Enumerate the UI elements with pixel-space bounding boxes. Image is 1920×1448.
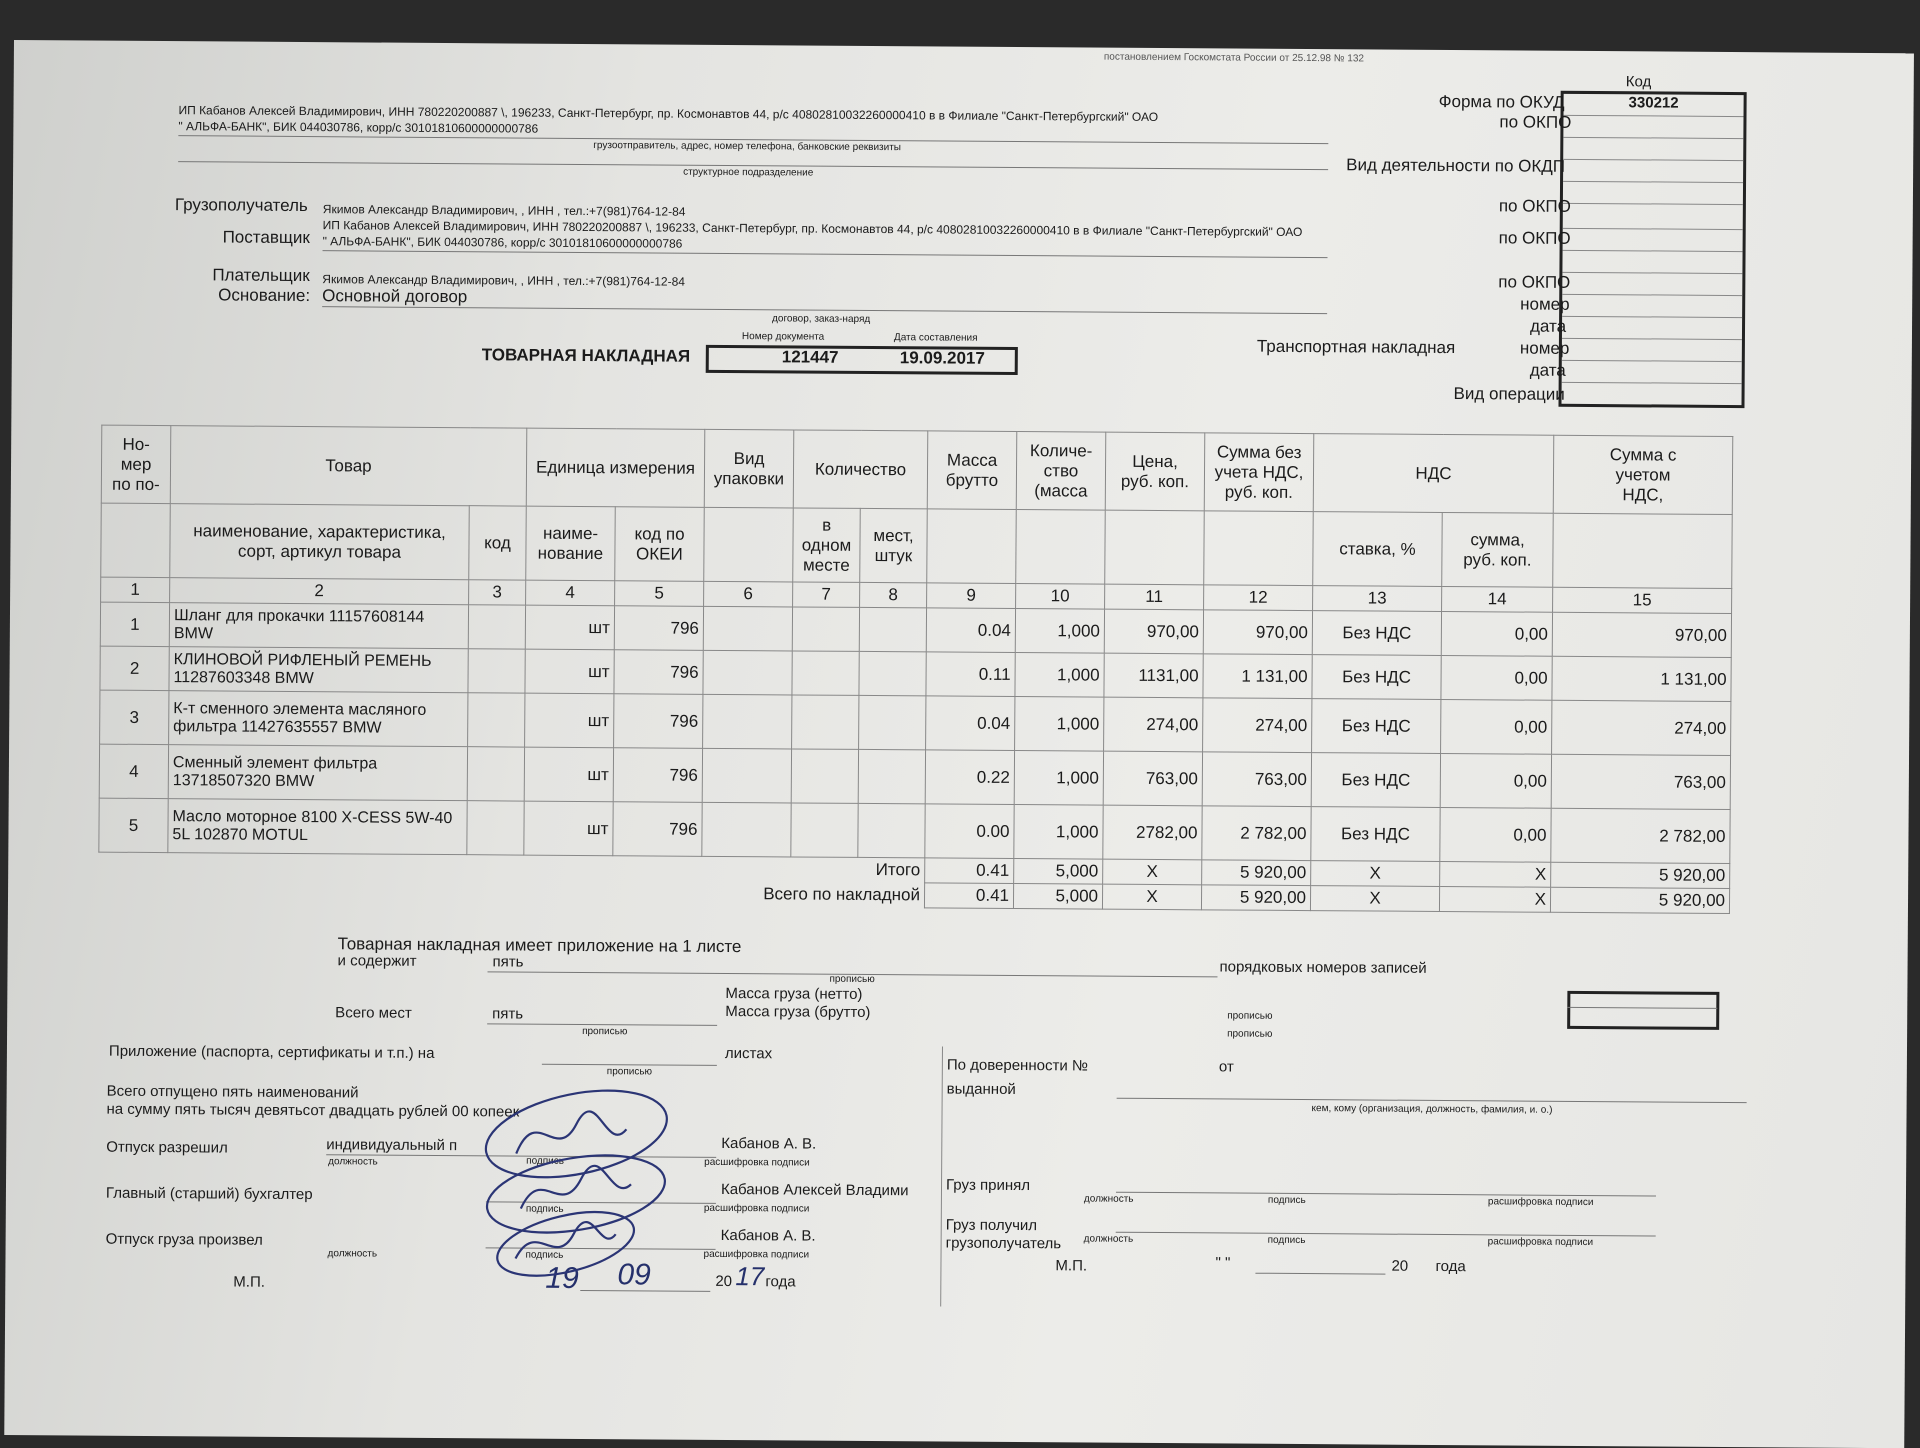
transport-date-label: дата — [1529, 316, 1567, 336]
cell-total: 274,00 — [1552, 700, 1731, 755]
decode-caption-1: расшифровка подписи — [704, 1156, 810, 1169]
stamp-place-1: М.П. — [233, 1273, 266, 1291]
cell-empty — [467, 801, 524, 855]
allowed-name: Кабанов А. В. — [721, 1134, 817, 1153]
shipper-line-2: " АЛЬФА-БАНК", БИК 044030786, корр/с 30101810600000000786 — [178, 119, 539, 136]
cell-empty — [703, 694, 792, 749]
cell-name: Шланг для прокачки 11157608144 BMW — [169, 603, 468, 649]
col-unit-header: Единица измерения — [526, 428, 705, 507]
itogo-price: X — [1103, 859, 1202, 885]
cell-sum: 1 131,00 — [1203, 654, 1312, 699]
okpo-label-1: по ОКПО — [1499, 112, 1572, 132]
column-number: 13 — [1313, 586, 1442, 612]
sign-caption-3: подпись — [525, 1249, 564, 1261]
col-okei-header: код по ОКЕИ — [615, 507, 705, 582]
cell-empty — [859, 695, 926, 749]
cell-empty — [791, 803, 858, 857]
itogo-vat: X — [1440, 861, 1551, 887]
code-header: Код — [1625, 73, 1652, 91]
vsego-mass: 0.41 — [924, 883, 1013, 909]
cell-rate: Без НДС — [1312, 699, 1441, 754]
codes-box — [1558, 91, 1746, 408]
pos-caption-1: должность — [328, 1156, 378, 1168]
propis-caption-5: прописью — [606, 1066, 653, 1078]
cell-total: 2 782,00 — [1551, 808, 1730, 863]
cell-mass: 0.04 — [926, 608, 1015, 653]
cell-vat: 0,00 — [1440, 753, 1551, 808]
cell-mass: 0.00 — [925, 804, 1014, 859]
cell-price: 763,00 — [1103, 751, 1202, 806]
doc-number: 121447 — [781, 347, 839, 367]
col-qty2-header: Количе- ство (масса — [1016, 432, 1106, 511]
cell-empty — [703, 606, 792, 651]
propis-caption-2: прописью — [1227, 1010, 1273, 1022]
okud-label: Форма по ОКУД — [1438, 91, 1565, 112]
accepted-label: Груз принял — [945, 1176, 1031, 1195]
shipper-caption: грузоотправитель, адрес, номер телефона, банковские реквизиты — [593, 140, 902, 154]
basis-value: Основной договор — [322, 286, 468, 307]
sign-caption-2: подпись — [525, 1203, 564, 1215]
cell-price: 1131,00 — [1104, 653, 1203, 698]
cell-empty — [702, 748, 791, 803]
vsego-price: X — [1102, 884, 1201, 910]
cell-vat: 0,00 — [1441, 655, 1552, 700]
accountant-name: Кабанов Алексей Владими — [720, 1180, 909, 1200]
col-qty-header: Количество — [793, 430, 928, 509]
doc-date: 19.09.2017 — [899, 348, 985, 368]
date-year-prefix: 20 — [715, 1272, 733, 1291]
receive-year-label: года — [1435, 1257, 1466, 1276]
sign-caption-5: подпись — [1267, 1234, 1306, 1247]
cell-name: КЛИНОВОЙ РИФЛЕНЫЙ РЕМЕНЬ 11287603348 BMW — [169, 647, 468, 693]
supplier-label: Поставщик — [222, 227, 310, 248]
supplier-line-2: " АЛЬФА-БАНК", БИК 044030786, корр/с 30101810600000000786 — [322, 234, 683, 251]
cell-mass: 0.11 — [926, 652, 1015, 697]
cell-okei: 796 — [613, 748, 702, 803]
appendix-line-1: Товарная накладная имеет приложение на 1 листе — [337, 934, 742, 957]
vsego-vat: X — [1439, 886, 1550, 912]
cell-empty — [703, 650, 792, 695]
cell-rate: Без НДС — [1311, 753, 1440, 808]
column-number: 8 — [860, 582, 927, 607]
cell-sum: 970,00 — [1203, 610, 1312, 655]
cell-empty — [467, 747, 524, 801]
appendix-line-2: и содержит — [337, 952, 417, 970]
records-label: порядковых номеров записей — [1219, 958, 1427, 977]
cell-name: К-т сменного элемента масляного фильтра 11427635557 BMW — [169, 691, 468, 747]
col-number-header: Но- мер по по- — [101, 425, 171, 503]
stamp-place-2: М.П. — [1055, 1257, 1088, 1275]
col-goods-header: Товар — [170, 426, 527, 506]
itogo-total: 5 920,00 — [1551, 862, 1730, 888]
itogo-rate: X — [1311, 861, 1440, 887]
okpo-label-4: по ОКПО — [1498, 272, 1571, 292]
cell-empty — [702, 802, 791, 857]
received-label-2: грузополучатель — [945, 1234, 1062, 1253]
cell-price: 274,00 — [1104, 697, 1203, 752]
cell-empty — [792, 607, 859, 651]
cell-rate: Без НДС — [1312, 655, 1441, 700]
cell-name: Масло моторное 8100 X-CESS 5W-40 5L 102870 MOTUL — [168, 799, 467, 855]
allowed-label: Отпуск разрешил — [106, 1138, 228, 1157]
decode-caption-4: расшифровка подписи — [1487, 1196, 1594, 1209]
cell-price: 2782,00 — [1103, 805, 1202, 860]
date-year-label: года — [765, 1273, 796, 1291]
transport-number-label-2: номер — [1519, 338, 1570, 358]
cell-total: 1 131,00 — [1552, 656, 1731, 701]
records-count: пять — [492, 953, 524, 971]
column-number: 3 — [469, 580, 526, 605]
column-number: 7 — [793, 582, 860, 607]
decree-note: постановлением Госкомстата России от 25.12.98 № 132 — [1103, 51, 1365, 65]
column-number: 9 — [927, 583, 1016, 609]
column-number: 1 — [101, 577, 170, 602]
basis-caption: договор, заказ-наряд — [772, 313, 871, 325]
col-vat-sum-header: сумма, руб. коп. — [1442, 512, 1554, 587]
column-number: 4 — [526, 580, 615, 606]
vsego-rate: X — [1310, 886, 1439, 912]
cell-n: 2 — [100, 646, 169, 690]
cell-vat: 0,00 — [1441, 699, 1552, 754]
received-label-1: Груз получил — [945, 1216, 1038, 1235]
basis-label: Основание: — [218, 285, 311, 306]
doc-date-label: Дата составления — [893, 332, 978, 344]
cell-rate: Без НДС — [1312, 611, 1441, 656]
payer-label: Плательщик — [212, 265, 310, 286]
cell-empty — [859, 607, 926, 651]
col-price-header: Цена, руб. коп. — [1105, 432, 1205, 511]
cell-qty: 1,000 — [1015, 697, 1104, 752]
cell-empty — [468, 693, 525, 747]
cell-total: 970,00 — [1552, 612, 1731, 657]
attachment-label: Приложение (паспорта, сертификаты и т.п.) на — [108, 1042, 435, 1062]
vsego-total: 5 920,00 — [1550, 887, 1729, 913]
made-label: Отпуск груза произвел — [105, 1230, 263, 1249]
column-number: 11 — [1105, 584, 1204, 610]
decode-caption-2: расшифровка подписи — [703, 1202, 810, 1215]
cell-empty — [791, 749, 858, 803]
vsego-qty: 5,000 — [1013, 883, 1102, 909]
cell-unit: шт — [524, 747, 613, 802]
receive-date-quotes: " " — [1215, 1254, 1231, 1272]
pos-caption-4: должность — [1083, 1233, 1134, 1245]
document-title: ТОВАРНАЯ НАКЛАДНАЯ — [481, 345, 691, 366]
sheets-label: листах — [724, 1044, 773, 1063]
cell-empty — [859, 651, 926, 695]
from-label: от — [1218, 1058, 1234, 1076]
released-line-1: Всего отпущено пять наименований — [106, 1082, 359, 1102]
issued-label: выданной — [946, 1080, 1016, 1099]
pos-caption-2: должность — [327, 1248, 378, 1260]
shipper-line-1: ИП Кабанов Алексей Владимирович, ИНН 780220200887 \, 196233, Санкт-Петербург, пр. Космонавтов 44, р/с 40802810032260000410 в в Филиале "Санкт-Петербургский" ОАО — [178, 103, 1159, 124]
col-name-header: наименование, характеристика, сорт, артикул товара — [170, 504, 470, 580]
decode-caption-5: расшифровка подписи — [1487, 1236, 1594, 1249]
itogo-label: Итого — [875, 860, 921, 880]
date-day: 19 — [545, 1261, 579, 1295]
issued-caption: кем, кому (организация, должность, фамилия, и. о.) — [1311, 1103, 1553, 1116]
col-total-header: Сумма с учетом НДС, — [1553, 435, 1733, 514]
itogo-mass: 0.41 — [925, 858, 1014, 884]
payer-value: Якимов Александр Владимирович, , ИНН , тел.:+7(981)764-12-84 — [322, 272, 686, 289]
released-line-2: на сумму пять тысяч девятьсот двадцать рублей 00 копеек — [106, 1100, 520, 1121]
cell-n: 5 — [99, 798, 168, 852]
cell-okei: 796 — [614, 694, 703, 749]
col-mass-header: Масса брутто — [927, 431, 1017, 510]
cell-unit: шт — [525, 649, 614, 694]
consignee-value: Якимов Александр Владимирович, , ИНН , тел.:+7(981)764-12-84 — [322, 202, 686, 219]
doc-number-label: Номер документа — [741, 331, 825, 343]
cell-okei: 796 — [613, 802, 702, 857]
cell-name: Сменный элемент фильтра 13718507320 BMW — [168, 745, 467, 801]
col-rate-header: ставка, % — [1313, 512, 1443, 587]
cell-mass: 0.22 — [925, 750, 1014, 805]
net-mass-label: Масса груза (нетто) — [725, 984, 863, 1003]
cell-unit: шт — [524, 801, 613, 856]
col-vat-header: НДС — [1313, 434, 1554, 514]
mass-box — [1567, 991, 1719, 1030]
okud-value: 330212 — [1564, 94, 1744, 117]
cell-total: 763,00 — [1551, 754, 1730, 809]
gross-mass-label: Масса груза (брутто) — [725, 1002, 871, 1022]
cell-n: 3 — [100, 690, 169, 744]
okpo-label-2: по ОКПО — [1498, 196, 1571, 216]
cell-rate: Без НДС — [1311, 807, 1440, 862]
cell-price: 970,00 — [1104, 609, 1203, 654]
transport-date-label-2: дата — [1529, 360, 1566, 380]
propis-caption-1: прописью — [829, 973, 875, 986]
cell-sum: 763,00 — [1202, 752, 1311, 807]
sign-caption-1: подпись — [526, 1155, 565, 1167]
supplier-line-1: ИП Кабанов Алексей Владимирович, ИНН 780220200887 \, 196233, Санкт-Петербург, пр. Космонавтов 44, р/с 40802810032260000410 в в Филиале "Санкт-Петербургский" ОАО — [322, 218, 1303, 239]
column-number: 2 — [170, 578, 469, 605]
cell-n: 4 — [99, 744, 168, 798]
division-caption: структурное подразделение — [683, 166, 814, 179]
cell-vat: 0,00 — [1441, 611, 1552, 656]
column-number: 5 — [615, 581, 704, 607]
cell-n: 1 — [100, 602, 169, 646]
column-number: 15 — [1553, 587, 1732, 613]
column-number: 10 — [1016, 584, 1105, 610]
cell-empty — [792, 651, 859, 695]
okpo-label-3: по ОКПО — [1498, 228, 1571, 248]
cell-empty — [858, 749, 925, 803]
column-number: 14 — [1442, 586, 1553, 612]
cell-qty: 1,000 — [1014, 805, 1103, 860]
itogo-qty: 5,000 — [1014, 858, 1103, 884]
places-label: Всего мест — [335, 1004, 412, 1022]
vsego-label: Всего по накладной — [763, 884, 921, 905]
okdp-label: Вид деятельности по ОКДП — [1346, 155, 1566, 176]
signature-ink — [475, 1083, 676, 1294]
allowed-position: индивидуальный п — [326, 1136, 458, 1155]
cell-vat: 0,00 — [1440, 807, 1551, 862]
propis-caption-3: прописью — [1227, 1028, 1273, 1040]
sign-caption-4: подпись — [1267, 1194, 1306, 1207]
made-name: Кабанов А. В. — [720, 1226, 816, 1245]
cell-unit: шт — [525, 693, 614, 748]
column-number: 6 — [704, 581, 793, 607]
col-pack-header: Вид упаковки — [704, 429, 794, 508]
goods-table — [98, 425, 1733, 914]
col-places-header: мест, штук — [860, 508, 928, 582]
column-number: 12 — [1204, 585, 1313, 611]
decode-caption-3: расшифровка подписи — [703, 1248, 810, 1261]
cell-qty: 1,000 — [1014, 751, 1103, 806]
pos-caption-3: должность — [1083, 1193, 1134, 1205]
operation-label: Вид операции — [1453, 384, 1565, 404]
itogo-sum: 5 920,00 — [1202, 860, 1311, 886]
propis-caption-4: прописью — [582, 1025, 628, 1038]
cell-empty — [858, 803, 925, 857]
receive-year-prefix: 20 — [1391, 1257, 1409, 1275]
cell-mass: 0.04 — [926, 696, 1015, 751]
invoice-sheet — [4, 40, 1914, 1448]
power-label: По доверенности № — [946, 1056, 1089, 1075]
cell-sum: 274,00 — [1203, 698, 1312, 753]
transport-invoice-label: Транспортная накладная — [1256, 336, 1456, 358]
places-value: пять — [492, 1005, 524, 1023]
cell-okei: 796 — [614, 650, 703, 695]
cell-empty — [468, 605, 525, 649]
accountant-label: Главный (старший) бухгалтер — [105, 1184, 313, 1204]
cell-qty: 1,000 — [1015, 609, 1104, 654]
col-code-header: код — [469, 506, 527, 580]
cell-qty: 1,000 — [1015, 653, 1104, 698]
vsego-sum: 5 920,00 — [1201, 885, 1310, 911]
col-one-place-header: в одном месте — [793, 508, 861, 582]
transport-number-label: номер — [1520, 294, 1570, 314]
cell-okei: 796 — [614, 606, 703, 651]
col-unit-name-header: наиме- нование — [526, 506, 616, 581]
date-year-suffix: 17 — [735, 1261, 765, 1292]
cell-sum: 2 782,00 — [1202, 806, 1311, 861]
cell-empty — [792, 695, 859, 749]
consignee-label: Грузополучатель — [174, 195, 308, 216]
date-month: 09 — [617, 1258, 651, 1292]
cell-unit: шт — [525, 605, 614, 650]
col-sum-header: Сумма без учета НДС, руб. коп. — [1204, 433, 1314, 512]
cell-empty — [468, 649, 525, 693]
